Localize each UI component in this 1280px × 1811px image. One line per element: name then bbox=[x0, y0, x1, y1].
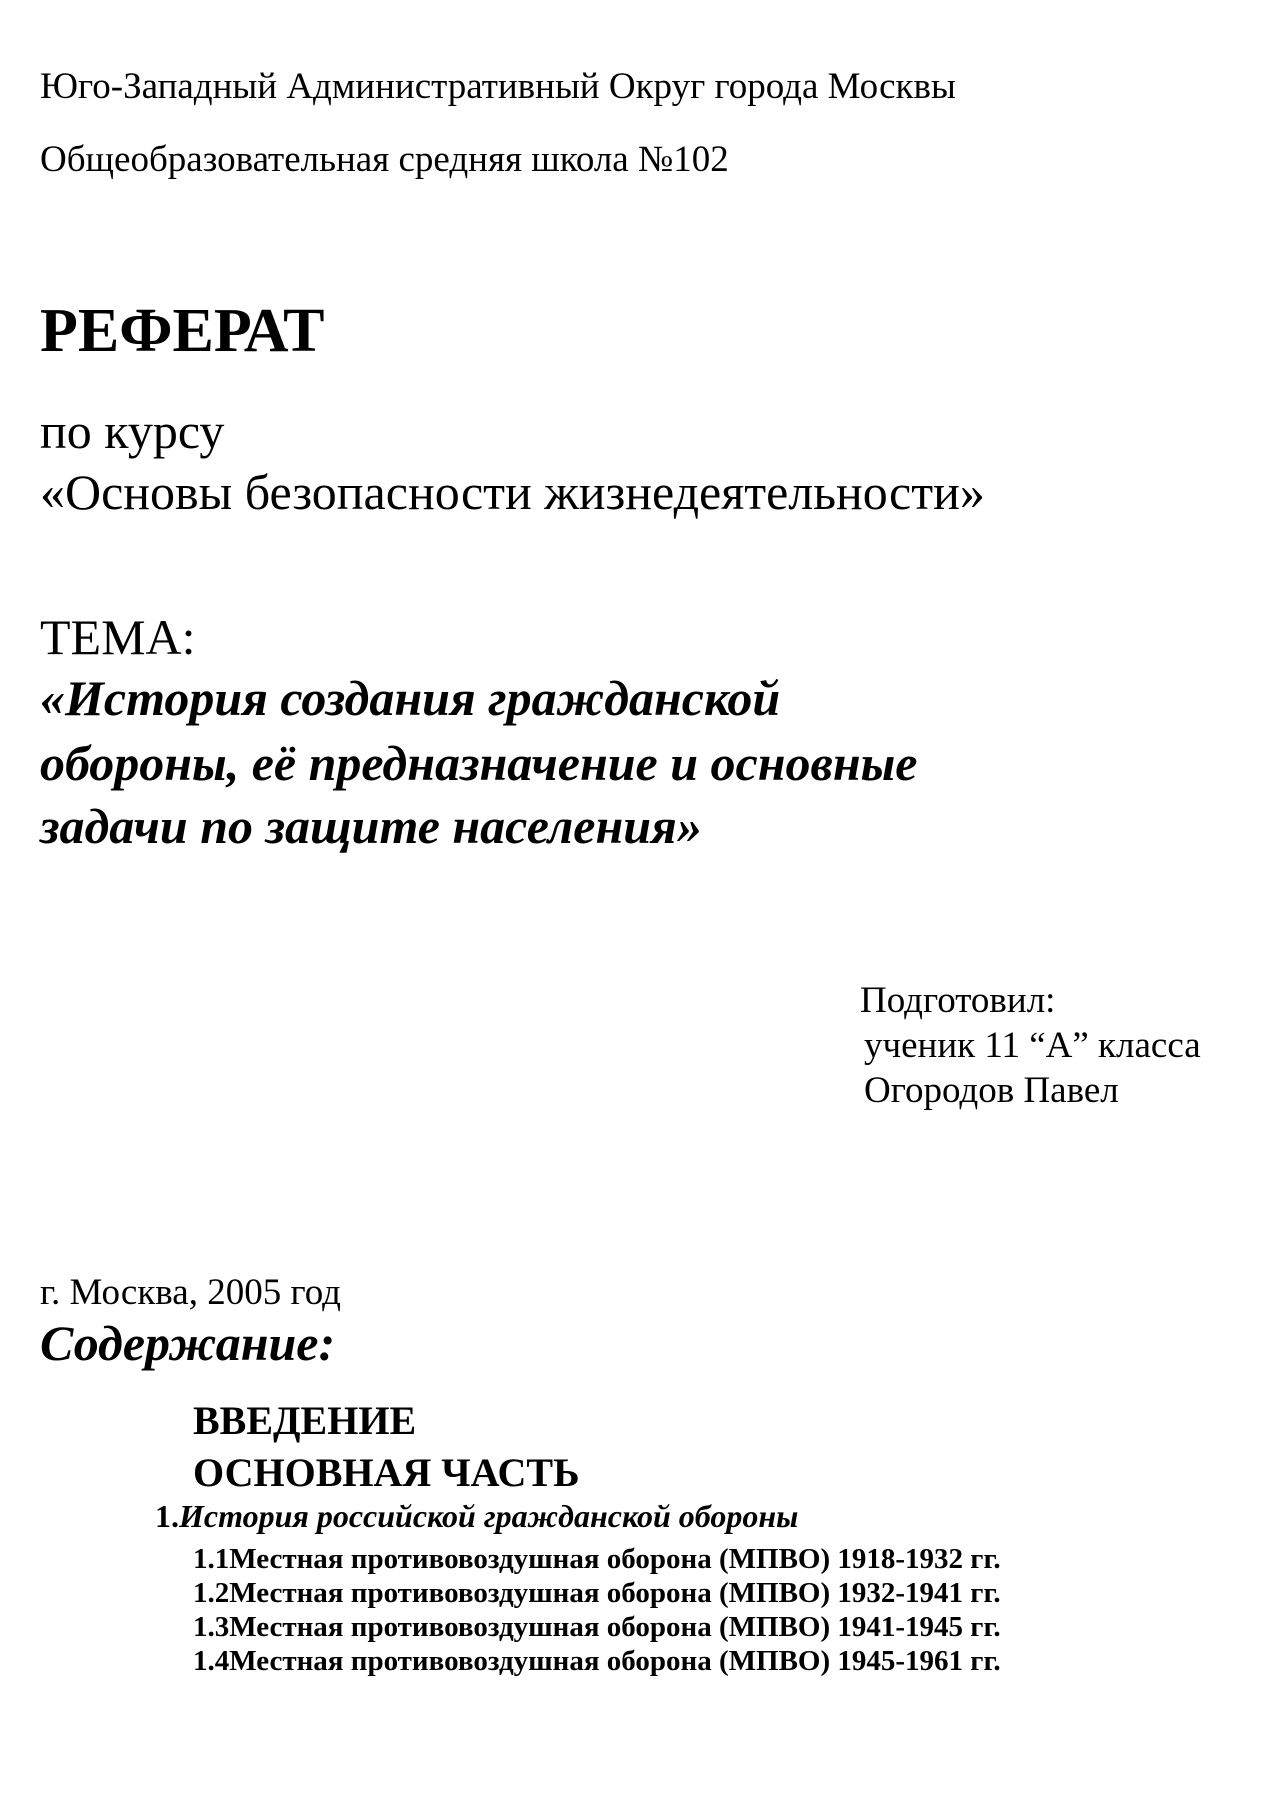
author-class: ученик 11 “А” класса bbox=[864, 1025, 1201, 1066]
toc-item-main-part: ОСНОВНАЯ ЧАСТЬ bbox=[193, 1450, 580, 1495]
toc-section-title: История российской гражданской обороны bbox=[179, 1498, 799, 1534]
header-district: Юго-Западный Административный Округ города Москвы bbox=[40, 66, 956, 107]
topic-line: обороны, её предназначение и основные bbox=[40, 735, 918, 791]
toc-section-number: 1. bbox=[155, 1498, 179, 1534]
toc-subsection: 1.2Местная противовоздушная оборона (МПВО) 1932-1941 гг. bbox=[193, 1577, 1001, 1609]
topic-label: ТЕМА: bbox=[40, 609, 196, 665]
course-name: «Основы безопасности жизнедеятельности» bbox=[40, 464, 985, 520]
toc-subsection: 1.1Местная противовоздушная оборона (МПВО) 1918-1932 гг. bbox=[193, 1543, 1001, 1575]
topic-line: задачи по защите населения» bbox=[40, 798, 702, 854]
course-prefix: по курсу bbox=[40, 403, 225, 459]
toc-subsection: 1.3Местная противовоздушная оборона (МПВО) 1941-1945 гг. bbox=[193, 1611, 1001, 1643]
header-school: Общеобразовательная средняя школа №102 bbox=[40, 139, 729, 180]
toc-item-introduction: ВВЕДЕНИЕ bbox=[193, 1398, 417, 1443]
author-name: Огородов Павел bbox=[864, 1070, 1119, 1111]
author-label: Подготовил: bbox=[860, 980, 1056, 1021]
toc-subsection: 1.4Местная противовоздушная оборона (МПВО) 1945-1961 гг. bbox=[193, 1645, 1001, 1677]
city-year: г. Москва, 2005 год bbox=[40, 1272, 341, 1313]
contents-heading: Содержание: bbox=[40, 1315, 336, 1371]
document-title: РЕФЕРАТ bbox=[40, 297, 325, 365]
topic-line: «История создания гражданской bbox=[40, 670, 781, 726]
toc-section-1 bbox=[155, 1498, 798, 1535]
